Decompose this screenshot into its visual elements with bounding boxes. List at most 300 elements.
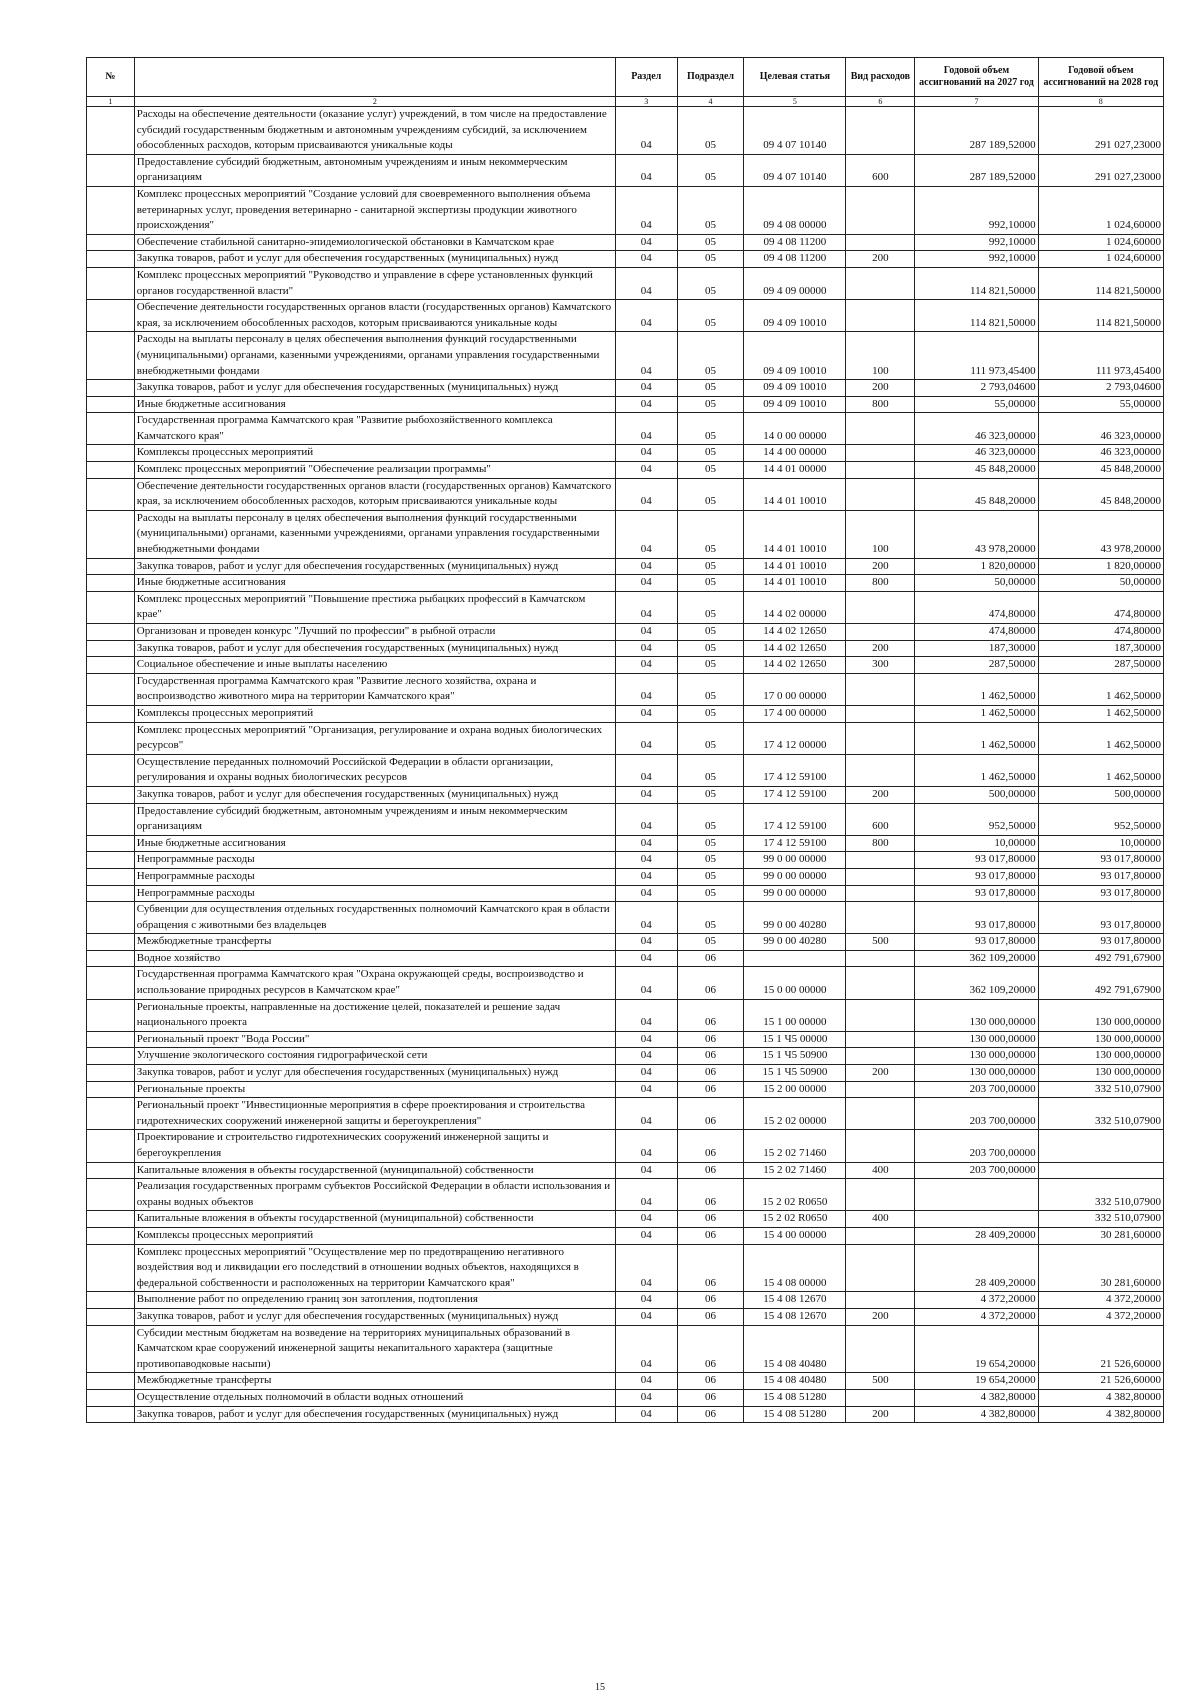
target-article: 09 4 08 00000 xyxy=(744,186,846,234)
subsection-code: 05 xyxy=(677,478,744,510)
row-name: Комплекс процессных мероприятий "Создание условий для своевременного выполнения объема ветеринарных услуг, проведения ветеринарно - санитарной экспертизы продукции животного происхождения" xyxy=(134,186,615,234)
amount-2027: 203 700,00000 xyxy=(915,1098,1038,1130)
row-name: Выполнение работ по определению границ зон затопления, подтопления xyxy=(134,1292,615,1309)
subsection-code: 06 xyxy=(677,1162,744,1179)
amount-2028: 111 973,45400 xyxy=(1038,332,1163,380)
amount-2028: 1 024,60000 xyxy=(1038,251,1163,268)
row-name: Водное хозяйство xyxy=(134,950,615,967)
subsection-code: 05 xyxy=(677,154,744,186)
subsection-code: 06 xyxy=(677,1292,744,1309)
amount-2028: 114 821,50000 xyxy=(1038,300,1163,332)
row-name: Улучшение экологического состояния гидрографической сети xyxy=(134,1048,615,1065)
amount-2028: 474,80000 xyxy=(1038,591,1163,623)
section-code: 04 xyxy=(615,852,677,869)
amount-2028: 1 462,50000 xyxy=(1038,673,1163,705)
row-number xyxy=(87,1162,135,1179)
subsection-code: 06 xyxy=(677,1325,744,1373)
budget-table xyxy=(86,57,1164,1423)
subsection-code: 05 xyxy=(677,510,744,558)
target-article: 17 4 12 00000 xyxy=(744,722,846,754)
section-code: 04 xyxy=(615,510,677,558)
row-name: Региональные проекты xyxy=(134,1081,615,1098)
expense-type: 800 xyxy=(846,396,915,413)
target-article: 15 4 08 00000 xyxy=(744,1244,846,1292)
amount-2028: 1 024,60000 xyxy=(1038,186,1163,234)
table-row xyxy=(87,1308,1164,1325)
target-article: 14 4 02 12650 xyxy=(744,640,846,657)
amount-2027: 474,80000 xyxy=(915,624,1038,641)
amount-2027: 992,10000 xyxy=(915,234,1038,251)
amount-2028: 1 462,50000 xyxy=(1038,722,1163,754)
amount-2028: 1 024,60000 xyxy=(1038,234,1163,251)
expense-type: 200 xyxy=(846,1406,915,1423)
amount-2027: 93 017,80000 xyxy=(915,934,1038,951)
amount-2027: 10,00000 xyxy=(915,835,1038,852)
expense-type xyxy=(846,1244,915,1292)
section-code: 04 xyxy=(615,445,677,462)
row-name: Закупка товаров, работ и услуг для обеспечения государственных (муниципальных) нужд xyxy=(134,786,615,803)
subsection-code: 05 xyxy=(677,835,744,852)
amount-2028: 130 000,00000 xyxy=(1038,1065,1163,1082)
row-name: Государственная программа Камчатского края "Развитие лесного хозяйства, охрана и воспроизводство животного мира на территории Камчатского края" xyxy=(134,673,615,705)
row-name: Проектирование и строительство гидротехнических сооружений инженерной защиты и берегоукрепления xyxy=(134,1130,615,1162)
amount-2027: 114 821,50000 xyxy=(915,267,1038,299)
target-article: 15 2 02 R0650 xyxy=(744,1211,846,1228)
target-article: 15 4 08 12670 xyxy=(744,1308,846,1325)
table-row xyxy=(87,754,1164,786)
expense-type: 300 xyxy=(846,657,915,674)
amount-2028: 21 526,60000 xyxy=(1038,1325,1163,1373)
table-row xyxy=(87,510,1164,558)
amount-2028: 492 791,67900 xyxy=(1038,950,1163,967)
document-page xyxy=(86,57,1164,1423)
amount-2028: 332 510,07900 xyxy=(1038,1179,1163,1211)
amount-2027 xyxy=(915,1179,1038,1211)
target-article: 15 4 08 40480 xyxy=(744,1325,846,1373)
column-number: 4 xyxy=(677,97,744,107)
section-code: 04 xyxy=(615,754,677,786)
row-number xyxy=(87,657,135,674)
table-row xyxy=(87,1162,1164,1179)
amount-2028: 332 510,07900 xyxy=(1038,1081,1163,1098)
expense-type: 800 xyxy=(846,575,915,592)
column-header: Раздел xyxy=(615,58,677,97)
table-row xyxy=(87,1389,1164,1406)
column-number: 7 xyxy=(915,97,1038,107)
target-article: 14 4 02 12650 xyxy=(744,624,846,641)
subsection-code: 05 xyxy=(677,186,744,234)
amount-2028 xyxy=(1038,1162,1163,1179)
amount-2027: 43 978,20000 xyxy=(915,510,1038,558)
amount-2028: 1 462,50000 xyxy=(1038,705,1163,722)
section-code: 04 xyxy=(615,885,677,902)
target-article: 99 0 00 40280 xyxy=(744,902,846,934)
row-number xyxy=(87,640,135,657)
target-article: 14 4 01 10010 xyxy=(744,558,846,575)
amount-2028: 332 510,07900 xyxy=(1038,1098,1163,1130)
target-article: 09 4 07 10140 xyxy=(744,107,846,155)
expense-type xyxy=(846,754,915,786)
section-code: 04 xyxy=(615,1098,677,1130)
subsection-code: 05 xyxy=(677,300,744,332)
section-code: 04 xyxy=(615,1389,677,1406)
table-row xyxy=(87,950,1164,967)
table-row xyxy=(87,722,1164,754)
section-code: 04 xyxy=(615,234,677,251)
target-article: 15 2 02 71460 xyxy=(744,1130,846,1162)
amount-2027: 114 821,50000 xyxy=(915,300,1038,332)
row-number xyxy=(87,835,135,852)
expense-type xyxy=(846,852,915,869)
amount-2028: 30 281,60000 xyxy=(1038,1227,1163,1244)
amount-2028: 93 017,80000 xyxy=(1038,852,1163,869)
table-row xyxy=(87,967,1164,999)
amount-2027: 4 372,20000 xyxy=(915,1308,1038,1325)
table-row xyxy=(87,478,1164,510)
amount-2027: 93 017,80000 xyxy=(915,868,1038,885)
row-number xyxy=(87,902,135,934)
target-article: 09 4 07 10140 xyxy=(744,154,846,186)
row-name: Закупка товаров, работ и услуг для обеспечения государственных (муниципальных) нужд xyxy=(134,1406,615,1423)
expense-type: 200 xyxy=(846,1065,915,1082)
expense-type xyxy=(846,722,915,754)
subsection-code: 06 xyxy=(677,1081,744,1098)
amount-2028: 1 462,50000 xyxy=(1038,754,1163,786)
expense-type xyxy=(846,186,915,234)
subsection-code: 05 xyxy=(677,107,744,155)
column-number: 6 xyxy=(846,97,915,107)
expense-type xyxy=(846,1048,915,1065)
target-article: 15 1 00 00000 xyxy=(744,999,846,1031)
amount-2027: 19 654,20000 xyxy=(915,1325,1038,1373)
row-name: Осуществление переданных полномочий Российской Федерации в области организации, регулирования и охраны водных биологических ресурсов xyxy=(134,754,615,786)
subsection-code: 05 xyxy=(677,575,744,592)
column-number: 8 xyxy=(1038,97,1163,107)
subsection-code: 06 xyxy=(677,1406,744,1423)
row-number xyxy=(87,1389,135,1406)
expense-type xyxy=(846,1179,915,1211)
row-name: Закупка товаров, работ и услуг для обеспечения государственных (муниципальных) нужд xyxy=(134,1308,615,1325)
amount-2028: 93 017,80000 xyxy=(1038,934,1163,951)
row-number xyxy=(87,1179,135,1211)
table-row xyxy=(87,934,1164,951)
table-body xyxy=(87,107,1164,1423)
subsection-code: 05 xyxy=(677,234,744,251)
subsection-code: 05 xyxy=(677,624,744,641)
amount-2027: 500,00000 xyxy=(915,786,1038,803)
amount-2027: 45 848,20000 xyxy=(915,462,1038,479)
amount-2027: 93 017,80000 xyxy=(915,852,1038,869)
amount-2028: 4 372,20000 xyxy=(1038,1292,1163,1309)
row-number xyxy=(87,1098,135,1130)
expense-type: 200 xyxy=(846,1308,915,1325)
column-number: 1 xyxy=(87,97,135,107)
table-row xyxy=(87,1211,1164,1228)
amount-2027: 46 323,00000 xyxy=(915,413,1038,445)
row-number xyxy=(87,754,135,786)
section-code: 04 xyxy=(615,380,677,397)
row-number xyxy=(87,1211,135,1228)
table-row xyxy=(87,1048,1164,1065)
amount-2027: 187,30000 xyxy=(915,640,1038,657)
amount-2027: 362 109,20000 xyxy=(915,967,1038,999)
table-row xyxy=(87,154,1164,186)
table-header-row xyxy=(87,58,1164,97)
target-article: 09 4 09 10010 xyxy=(744,332,846,380)
amount-2028: 55,00000 xyxy=(1038,396,1163,413)
section-code: 04 xyxy=(615,300,677,332)
amount-2028: 291 027,23000 xyxy=(1038,107,1163,155)
subsection-code: 05 xyxy=(677,868,744,885)
row-name: Обеспечение деятельности государственных органов власти (государственных органов) Камчатского края, за исключением обособленных расходов, которым присваиваются уникальные коды xyxy=(134,300,615,332)
amount-2027: 19 654,20000 xyxy=(915,1373,1038,1390)
amount-2027: 50,00000 xyxy=(915,575,1038,592)
amount-2028: 21 526,60000 xyxy=(1038,1373,1163,1390)
subsection-code: 05 xyxy=(677,462,744,479)
column-header: Целевая статья xyxy=(744,58,846,97)
expense-type xyxy=(846,902,915,934)
row-number xyxy=(87,1244,135,1292)
amount-2028: 93 017,80000 xyxy=(1038,902,1163,934)
row-number xyxy=(87,1227,135,1244)
table-row xyxy=(87,803,1164,835)
table-row xyxy=(87,462,1164,479)
table-row xyxy=(87,1081,1164,1098)
subsection-code: 05 xyxy=(677,657,744,674)
row-number xyxy=(87,591,135,623)
subsection-code: 06 xyxy=(677,1373,744,1390)
amount-2028: 43 978,20000 xyxy=(1038,510,1163,558)
table-row xyxy=(87,1227,1164,1244)
target-article: 15 4 00 00000 xyxy=(744,1227,846,1244)
section-code: 04 xyxy=(615,478,677,510)
target-article: 15 4 08 12670 xyxy=(744,1292,846,1309)
target-article xyxy=(744,950,846,967)
table-row xyxy=(87,591,1164,623)
table-row xyxy=(87,786,1164,803)
amount-2027: 130 000,00000 xyxy=(915,1031,1038,1048)
section-code: 04 xyxy=(615,558,677,575)
row-number xyxy=(87,186,135,234)
subsection-code: 06 xyxy=(677,1244,744,1292)
target-article: 17 4 12 59100 xyxy=(744,835,846,852)
amount-2028: 130 000,00000 xyxy=(1038,1048,1163,1065)
row-number xyxy=(87,950,135,967)
column-number: 3 xyxy=(615,97,677,107)
amount-2028: 45 848,20000 xyxy=(1038,462,1163,479)
amount-2027: 130 000,00000 xyxy=(915,1048,1038,1065)
section-code: 04 xyxy=(615,1325,677,1373)
amount-2027: 952,50000 xyxy=(915,803,1038,835)
section-code: 04 xyxy=(615,786,677,803)
target-article: 15 2 02 71460 xyxy=(744,1162,846,1179)
section-code: 04 xyxy=(615,1031,677,1048)
section-code: 04 xyxy=(615,967,677,999)
target-article: 15 1 Ч5 00000 xyxy=(744,1031,846,1048)
row-number xyxy=(87,1081,135,1098)
target-article: 09 4 08 11200 xyxy=(744,234,846,251)
row-name: Комплекс процессных мероприятий "Повышение престижа рыбацких профессий в Камчатском крае" xyxy=(134,591,615,623)
target-article: 99 0 00 00000 xyxy=(744,852,846,869)
expense-type: 200 xyxy=(846,558,915,575)
table-row xyxy=(87,251,1164,268)
column-header: Подраздел xyxy=(677,58,744,97)
row-name: Комплекс процессных мероприятий "Осуществление мер по предотвращению негативного воздействия вод и ликвидации его последствий в отношении водных объектов, находящихся в федеральной собственности и расположенных на территории Камчатского края" xyxy=(134,1244,615,1292)
row-number xyxy=(87,868,135,885)
row-number xyxy=(87,107,135,155)
amount-2027: 111 973,45400 xyxy=(915,332,1038,380)
subsection-code: 05 xyxy=(677,786,744,803)
subsection-code: 05 xyxy=(677,413,744,445)
amount-2027 xyxy=(915,1211,1038,1228)
expense-type: 100 xyxy=(846,332,915,380)
section-code: 04 xyxy=(615,640,677,657)
section-code: 04 xyxy=(615,1373,677,1390)
row-number xyxy=(87,624,135,641)
amount-2027: 474,80000 xyxy=(915,591,1038,623)
section-code: 04 xyxy=(615,722,677,754)
subsection-code: 06 xyxy=(677,1308,744,1325)
row-number xyxy=(87,852,135,869)
amount-2027: 4 382,80000 xyxy=(915,1406,1038,1423)
row-name: Закупка товаров, работ и услуг для обеспечения государственных (муниципальных) нужд xyxy=(134,251,615,268)
expense-type xyxy=(846,868,915,885)
expense-type xyxy=(846,1081,915,1098)
table-row xyxy=(87,657,1164,674)
target-article: 15 1 Ч5 50900 xyxy=(744,1065,846,1082)
row-number xyxy=(87,885,135,902)
row-name: Обеспечение стабильной санитарно-эпидемиологической обстановки в Камчатском крае xyxy=(134,234,615,251)
row-number xyxy=(87,445,135,462)
row-number xyxy=(87,1292,135,1309)
expense-type xyxy=(846,624,915,641)
expense-type: 500 xyxy=(846,1373,915,1390)
section-code: 04 xyxy=(615,1065,677,1082)
target-article: 17 4 12 59100 xyxy=(744,803,846,835)
row-number xyxy=(87,1031,135,1048)
amount-2027: 28 409,20000 xyxy=(915,1244,1038,1292)
row-number xyxy=(87,1325,135,1373)
amount-2027: 46 323,00000 xyxy=(915,445,1038,462)
row-name: Расходы на обеспечение деятельности (оказание услуг) учреждений, в том числе на предоставление субсидий государственным бюджетным и автономным учреждениям субсидий, за исключением обособленных расходов, которым присваиваются уникальные коды xyxy=(134,107,615,155)
target-article: 14 4 00 00000 xyxy=(744,445,846,462)
expense-type xyxy=(846,1292,915,1309)
section-code: 04 xyxy=(615,1130,677,1162)
section-code: 04 xyxy=(615,332,677,380)
subsection-code: 06 xyxy=(677,950,744,967)
row-name: Закупка товаров, работ и услуг для обеспечения государственных (муниципальных) нужд xyxy=(134,558,615,575)
section-code: 04 xyxy=(615,835,677,852)
amount-2027: 4 382,80000 xyxy=(915,1389,1038,1406)
table-row xyxy=(87,396,1164,413)
table-row xyxy=(87,300,1164,332)
expense-type xyxy=(846,967,915,999)
target-article: 99 0 00 00000 xyxy=(744,868,846,885)
subsection-code: 06 xyxy=(677,1227,744,1244)
amount-2028: 474,80000 xyxy=(1038,624,1163,641)
subsection-code: 05 xyxy=(677,445,744,462)
section-code: 04 xyxy=(615,1179,677,1211)
column-number: 5 xyxy=(744,97,846,107)
table-row xyxy=(87,852,1164,869)
expense-type xyxy=(846,950,915,967)
row-number xyxy=(87,1308,135,1325)
target-article: 99 0 00 40280 xyxy=(744,934,846,951)
amount-2027: 45 848,20000 xyxy=(915,478,1038,510)
amount-2027: 93 017,80000 xyxy=(915,885,1038,902)
table-row xyxy=(87,835,1164,852)
row-number xyxy=(87,803,135,835)
section-code: 04 xyxy=(615,575,677,592)
amount-2028: 2 793,04600 xyxy=(1038,380,1163,397)
table-row xyxy=(87,885,1164,902)
section-code: 04 xyxy=(615,1292,677,1309)
section-code: 04 xyxy=(615,186,677,234)
table-row xyxy=(87,902,1164,934)
amount-2028: 291 027,23000 xyxy=(1038,154,1163,186)
target-article: 14 4 01 10010 xyxy=(744,510,846,558)
amount-2027: 130 000,00000 xyxy=(915,999,1038,1031)
expense-type: 200 xyxy=(846,640,915,657)
expense-type xyxy=(846,673,915,705)
table-row xyxy=(87,673,1164,705)
row-name: Комплекс процессных мероприятий "Руководство и управление в сфере установленных функций органов государственной власти" xyxy=(134,267,615,299)
row-name: Предоставление субсидий бюджетным, автономным учреждениям и иным некоммерческим организациям xyxy=(134,154,615,186)
amount-2028: 93 017,80000 xyxy=(1038,885,1163,902)
subsection-code: 05 xyxy=(677,267,744,299)
amount-2028: 287,50000 xyxy=(1038,657,1163,674)
table-row xyxy=(87,267,1164,299)
expense-type xyxy=(846,1031,915,1048)
target-article: 17 4 12 59100 xyxy=(744,786,846,803)
row-name: Иные бюджетные ассигнования xyxy=(134,835,615,852)
section-code: 04 xyxy=(615,950,677,967)
expense-type xyxy=(846,1130,915,1162)
column-header: Вид расходов xyxy=(846,58,915,97)
table-row xyxy=(87,413,1164,445)
amount-2027: 55,00000 xyxy=(915,396,1038,413)
table-row xyxy=(87,234,1164,251)
subsection-code: 06 xyxy=(677,999,744,1031)
column-header xyxy=(134,58,615,97)
amount-2027: 362 109,20000 xyxy=(915,950,1038,967)
section-code: 04 xyxy=(615,1406,677,1423)
amount-2027: 203 700,00000 xyxy=(915,1162,1038,1179)
amount-2028: 30 281,60000 xyxy=(1038,1244,1163,1292)
row-number xyxy=(87,510,135,558)
subsection-code: 05 xyxy=(677,332,744,380)
row-number xyxy=(87,1048,135,1065)
page-number: 15 xyxy=(595,1682,605,1693)
amount-2028: 952,50000 xyxy=(1038,803,1163,835)
target-article: 17 0 00 00000 xyxy=(744,673,846,705)
row-name: Закупка товаров, работ и услуг для обеспечения государственных (муниципальных) нужд xyxy=(134,640,615,657)
row-number xyxy=(87,267,135,299)
target-article: 14 0 00 00000 xyxy=(744,413,846,445)
table-row xyxy=(87,1325,1164,1373)
subsection-code: 06 xyxy=(677,1048,744,1065)
row-number xyxy=(87,300,135,332)
row-name: Предоставление субсидий бюджетным, автономным учреждениям и иным некоммерческим организациям xyxy=(134,803,615,835)
target-article: 99 0 00 00000 xyxy=(744,885,846,902)
row-name: Субсидии местным бюджетам на возведение на территориях муниципальных образований в Камчатском крае сооружений инженерной защиты некапитального характера (защитные противопаводковые насыпи) xyxy=(134,1325,615,1373)
row-name: Закупка товаров, работ и услуг для обеспечения государственных (муниципальных) нужд xyxy=(134,380,615,397)
amount-2028: 492 791,67900 xyxy=(1038,967,1163,999)
table-row xyxy=(87,1406,1164,1423)
row-number xyxy=(87,380,135,397)
table-row xyxy=(87,1031,1164,1048)
subsection-code: 06 xyxy=(677,1389,744,1406)
